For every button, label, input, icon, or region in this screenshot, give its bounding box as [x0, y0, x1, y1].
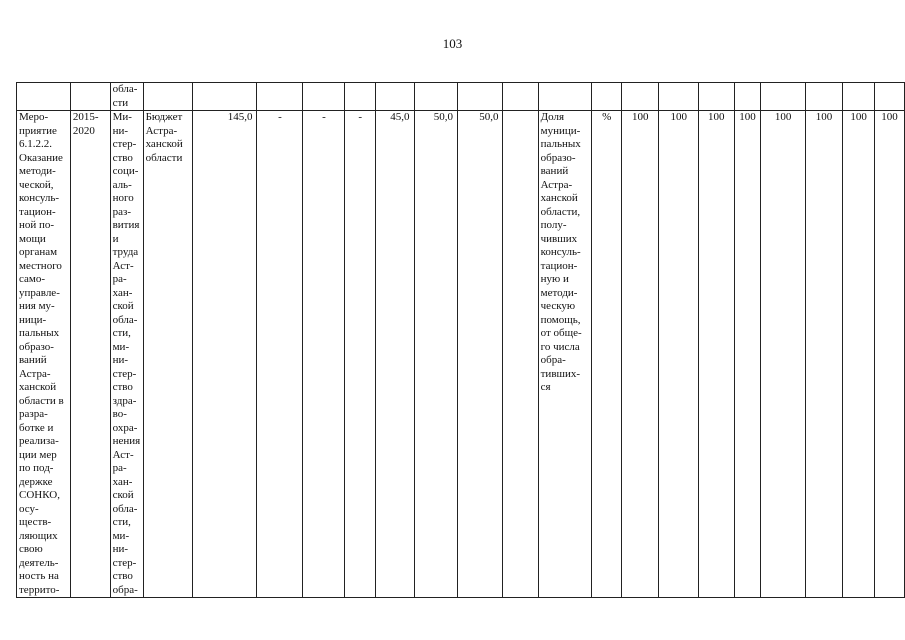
cell	[345, 83, 375, 111]
cell	[659, 83, 699, 111]
year-amount-cell: 50,0	[414, 111, 458, 598]
cell	[592, 83, 622, 111]
cell	[761, 83, 805, 111]
cell	[257, 83, 303, 111]
cell	[17, 83, 71, 111]
indicator-cell: Доля муници- пальных образо- ваний Астра- ханской области, полу- чивших консуль- тацион- ную и методи- ческую помощь, от обще- го числа обра- тивших- ся	[538, 111, 592, 598]
cell	[538, 83, 592, 111]
year-amount-cell: 45,0	[375, 111, 414, 598]
target-value-cell: 100	[805, 111, 843, 598]
year-amount-cell: -	[257, 111, 303, 598]
cell	[734, 83, 761, 111]
year-amount-cell: 50,0	[458, 111, 503, 598]
target-value-cell: 100	[659, 111, 699, 598]
budget-table	[16, 82, 905, 598]
period-cell: 2015- 2020	[70, 111, 110, 598]
cell	[843, 83, 875, 111]
cell	[875, 83, 905, 111]
target-value-cell: 100	[875, 111, 905, 598]
year-amount-cell: -	[303, 111, 345, 598]
cell	[303, 83, 345, 111]
activity-row	[17, 111, 905, 598]
cell	[414, 83, 458, 111]
target-value-cell: 100	[843, 111, 875, 598]
executor-tail-cell: обла- сти	[110, 83, 143, 111]
page-number: 103	[442, 36, 463, 51]
cell	[503, 83, 538, 111]
executor-cell: Ми- ни- стер- ство соци- аль- ного раз- вития и труда Аст- ра- хан- ской обла- сти, ми- ни- стер- ство здра- во- охра- нения Аст- ра- хан- ской обла- сти, ми- ни- стер- ство обра-	[110, 111, 143, 598]
total-amount-cell: 145,0	[193, 111, 257, 598]
funding-source-cell: Бюджет Астра- ханской области	[143, 111, 193, 598]
target-value-cell: 100	[761, 111, 805, 598]
cell	[70, 83, 110, 111]
cell	[458, 83, 503, 111]
continuation-row	[17, 83, 905, 111]
cell	[805, 83, 843, 111]
target-value-cell: 100	[698, 111, 734, 598]
cell	[143, 83, 193, 111]
target-value-cell: 100	[621, 111, 659, 598]
empty-cell	[503, 111, 538, 598]
cell	[621, 83, 659, 111]
cell	[193, 83, 257, 111]
activity-cell: Меро- приятие 6.1.2.2. Оказание методи- ческой, консуль- тацион- ной по- мощи органам местного само- управле- ния му- ници- пальных образо- ваний Астра- ханской области в разра- ботке и реализа- ции мер по под- держке СОНКО, осу- ществ- ляющих свою деятель- ность на террито-	[17, 111, 71, 598]
target-value-cell: 100	[734, 111, 761, 598]
cell	[698, 83, 734, 111]
cell	[375, 83, 414, 111]
unit-cell: %	[592, 111, 622, 598]
year-amount-cell: -	[345, 111, 375, 598]
